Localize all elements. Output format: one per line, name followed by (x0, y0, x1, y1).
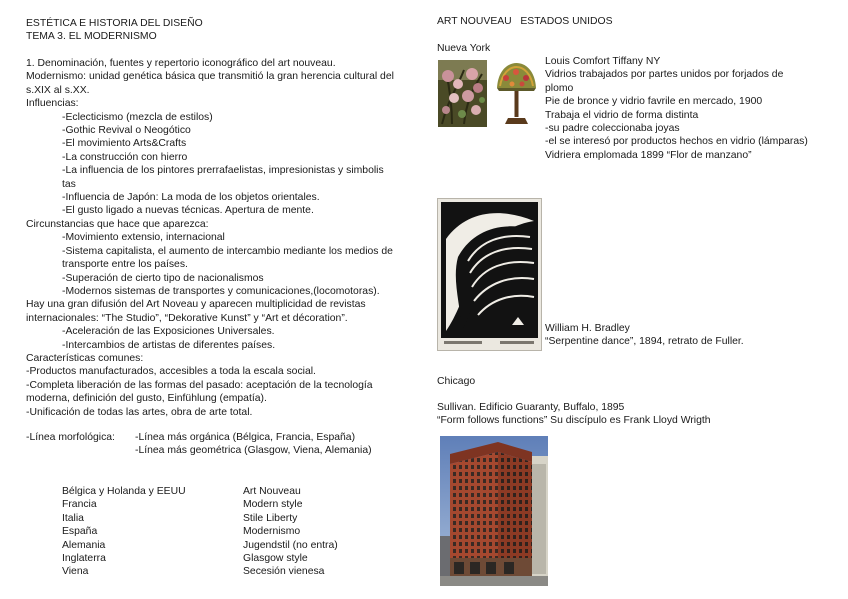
tiffany-text-line: -su padre coleccionaba joyas (545, 123, 680, 135)
tiffany-text-line: -el se interesó por productos hechos en vidrio (lámparas) (545, 136, 808, 148)
style-name: Glasgow style (243, 553, 308, 565)
styles-list (243, 485, 338, 579)
tiffany-text-line: Vidriera emplomada 1899 “Flor de manzano” (545, 149, 752, 161)
difusion-item: -Intercambios de artistas de diferentes países. (62, 339, 276, 351)
sullivan-description (437, 401, 711, 428)
course-title: ESTÉTICA E HISTORIA DEL DISEÑO (26, 18, 203, 29)
bradley-text-line: William H. Bradley (545, 323, 630, 334)
country-name: Bélgica y Holanda y EEUU (62, 486, 186, 497)
country-name: España (62, 526, 98, 538)
caracteristica-item: -Productos manufacturados, accesibles a toda la escala social. (26, 366, 316, 378)
section-header: ART NOUVEAU ESTADOS UNIDOS (437, 16, 613, 27)
tiffany-window-image (438, 60, 487, 127)
style-name: Modern style (243, 499, 303, 511)
linea-item: -Línea más orgánica (Bélgica, Francia, España) (135, 432, 356, 443)
new-york-label: Nueva York (437, 43, 491, 54)
left-text-body (26, 57, 426, 419)
influencia-item: -Gothic Revival o Neogótico (62, 125, 191, 137)
countries-list (62, 485, 186, 579)
sullivan-text-line: “Form follows functions” Su discípulo es Frank Lloyd Wrigth (437, 415, 711, 427)
style-name: Modernismo (243, 526, 301, 538)
circunstancia-item: -Movimiento extensio, internacional (62, 232, 225, 244)
difusion-line: Hay una gran difusión del Art Noveau y aparecen multiplicidad de revistas (26, 299, 366, 311)
style-name: Art Nouveau (243, 486, 301, 497)
tiffany-lamp-image (494, 60, 539, 127)
influencia-item: -La construcción con hierro (62, 151, 188, 163)
country-name: Inglaterra (62, 553, 106, 565)
style-name: Stile Liberty (243, 512, 298, 524)
difusion-item: -Aceleración de las Exposiciones Universales. (62, 326, 275, 338)
chicago-label: Chicago (437, 376, 476, 387)
caracteristicas-heading: Características comunes: (26, 352, 144, 364)
country-name: Alemania (62, 539, 106, 551)
linea-morfologica-label: -Línea morfológica: (26, 432, 115, 443)
circunstancia-item: -Superación de cierto tipo de nacionalismos (62, 272, 264, 284)
circunstancia-item: -Modernos sistemas de transportes y comunicaciones,(locomotoras). (62, 285, 380, 297)
intro-line: 1. Denominación, fuentes y repertorio iconográfico del art nouveau. (26, 58, 336, 69)
tiffany-text-line: Louis Comfort Tiffany NY (545, 56, 661, 67)
tiffany-text-line: plomo (545, 82, 574, 94)
circunstancia-item: transporte entre los países. (62, 259, 188, 271)
caracteristica-item: -Completa liberación de las formas del pasado: aceptación de la tecnología (26, 379, 373, 391)
caracteristica-item: -Unificación de todas las artes, obra de arte total. (26, 406, 253, 418)
style-name: Jugendstil (no entra) (243, 539, 338, 551)
country-name: Italia (62, 512, 84, 524)
style-name: Secesión vienesa (243, 566, 325, 578)
bradley-text-line: “Serpentine dance”, 1894, retrato de Fuller. (545, 336, 744, 348)
influencia-item: -El gusto ligado a nuevas técnicas. Apertura de mente. (62, 205, 314, 217)
tiffany-text-line: Vidrios trabajados por partes unidos por forjados de (545, 69, 784, 81)
tiffany-description (545, 55, 808, 162)
influencia-item: -El movimiento Arts&Crafts (62, 138, 187, 150)
circunstancia-item: -Sistema capitalista, el aumento de intercambio mediante los medios de (62, 245, 393, 257)
influencias-heading: Influencias: (26, 98, 79, 110)
guaranty-building-image (440, 436, 548, 586)
country-name: Viena (62, 566, 89, 578)
influencia-item: -Eclecticismo (mezcla de estilos) (62, 111, 213, 123)
bradley-description (545, 322, 744, 349)
linea-item: -Línea más geométrica (Glasgow, Viena, Alemania) (135, 445, 372, 457)
topic-title: TEMA 3. EL MODERNISMO (26, 31, 157, 43)
linea-morfologica-list (135, 431, 372, 458)
intro-line: Modernismo: unidad genética básica que transmitió la gran herencia cultural del (26, 71, 394, 83)
country-name: Francia (62, 499, 97, 511)
difusion-line: internacionales: “The Studio”, “Dekorative Kunst” y “Art et décoration”. (26, 312, 348, 324)
influencia-item: -La influencia de los pintores prerrafaelistas, impresionistas y simbolis (62, 165, 384, 177)
intro-line: s.XIX al s.XX. (26, 84, 90, 96)
sullivan-text-line: Sullivan. Edificio Guaranty, Buffalo, 1895 (437, 402, 625, 413)
caracteristica-item: moderna, definición del gusto, Einfühlung (empatía). (26, 393, 267, 405)
influencia-item: tas (62, 178, 76, 190)
document-title-block (26, 17, 203, 44)
circunstancias-heading: Circunstancias que hace que aparezca: (26, 218, 209, 230)
tiffany-text-line: Pie de bronce y vidrio favrile en mercado, 1900 (545, 96, 763, 108)
influencia-item: -Influencia de Japón: La moda de los objetos orientales. (62, 192, 320, 204)
tiffany-text-line: Trabaja el vidrio de forma distinta (545, 109, 699, 121)
bradley-poster-image (437, 198, 542, 351)
